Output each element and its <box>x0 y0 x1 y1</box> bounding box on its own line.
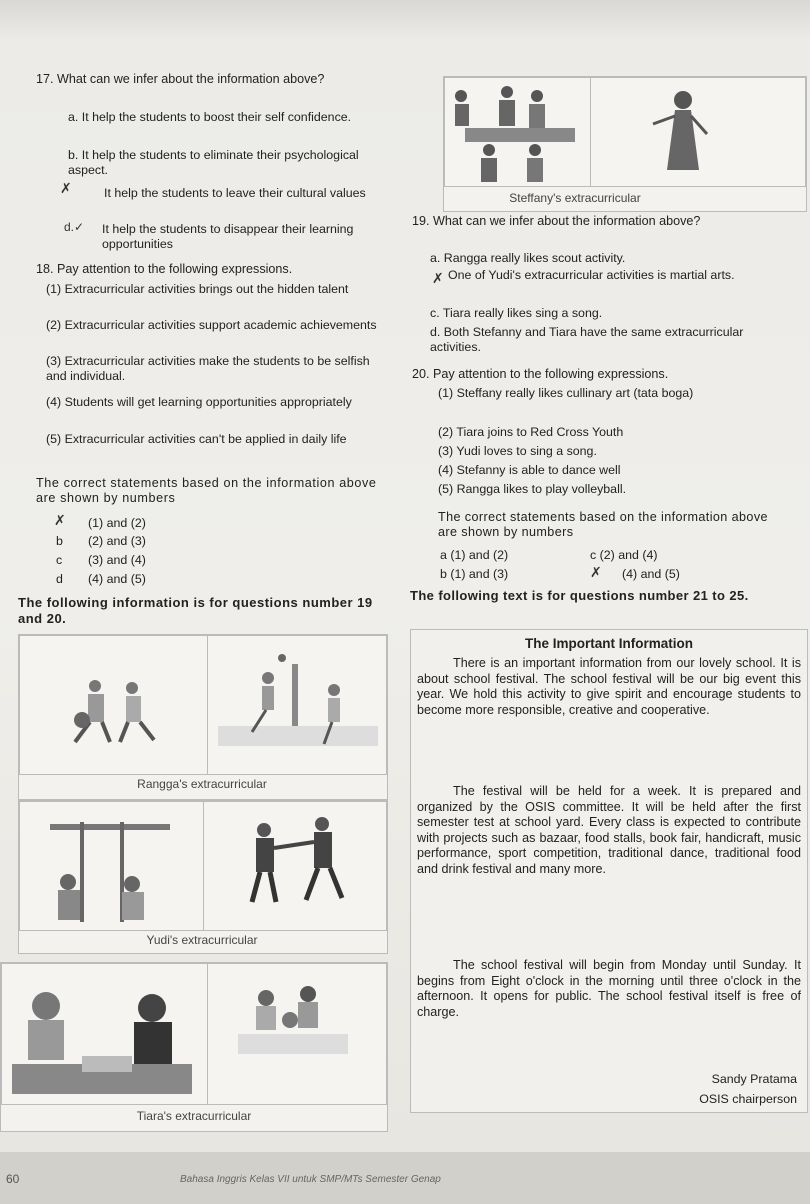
choir-picture <box>207 963 387 1105</box>
q18-option-d: (4) and (5) <box>88 572 146 586</box>
cross-mark-icon: ✗ <box>432 270 444 286</box>
cross-mark-icon: ✗ <box>590 564 602 580</box>
red-cross-picture <box>1 963 209 1105</box>
q20-option-b: b (1) and (3) <box>440 567 509 581</box>
announcement-paragraph-1: There is an important information from our lovely school. It is about school festival. The school festival will be our big event this year. We hold this activity to give spirit and encourage students to become more responsible, creative and cooperative. <box>417 656 801 717</box>
q19-stem: 19. What can we infer about the information above? <box>412 214 701 228</box>
choir-illustration <box>208 964 386 1104</box>
dance-picture <box>590 77 806 187</box>
q18-stem: 18. Pay attention to the following expressions. <box>36 262 293 276</box>
q19-option-c: c. Tiara really likes sing a song. <box>430 306 603 320</box>
q18-prompt: The correct statements based on the information above are shown by numbers <box>36 476 377 506</box>
q17-option-d: It help the students to disappear their learning opportunities <box>102 222 354 252</box>
q18-option-a: (1) and (2) <box>88 516 146 530</box>
basketball-picture <box>19 635 209 775</box>
volleyball-illustration <box>208 636 386 774</box>
yudi-caption: Yudi's extracurricular <box>146 933 258 947</box>
info-heading: The following information is for questions number 19 and 20. <box>18 595 373 626</box>
q19-option-b: One of Yudi's extracurricular activities is martial arts. <box>448 268 735 282</box>
q18-item-5: (5) Extracurricular activities can't be applied in daily life <box>46 432 347 446</box>
culinary-picture <box>444 77 592 187</box>
q18-item-3: (3) Extracurricular activities make the students to be selfish and individual. <box>46 354 370 384</box>
culinary-illustration <box>445 78 591 186</box>
announcement-title: The Important Information <box>525 636 693 651</box>
rangga-caption: Rangga's extracurricular <box>137 777 267 791</box>
martial-arts-picture <box>203 801 387 931</box>
dance-illustration <box>591 78 805 186</box>
q20-option-d: (4) and (5) <box>622 567 680 581</box>
announcement-paragraph-3: The school festival will begin from Monday until Sunday. It begins from Eight o'clock in the morning until three o'clock in the afternoon. It opens for public. The school festival itself is free of charge. <box>417 958 801 1019</box>
basketball-illustration <box>20 636 208 774</box>
q18-option-c: (3) and (4) <box>88 553 146 567</box>
text-heading: The following text is for questions number 21 to 25. <box>410 588 749 603</box>
tiara-caption: Tiara's extracurricular <box>136 1109 252 1123</box>
scout-picture <box>19 801 205 931</box>
q17-option-a: a. It help the students to boost their self confidence. <box>68 110 352 124</box>
cross-mark-icon: ✗ <box>54 512 66 528</box>
q18-item-1: (1) Extracurricular activities brings out the hidden talent <box>46 282 349 296</box>
q20-item-1: (1) Steffany really likes cullinary art (tata boga) <box>438 386 694 400</box>
q19-option-a: a. Rangga really likes scout activity. <box>430 251 626 265</box>
q20-item-3: (3) Yudi loves to sing a song. <box>438 444 597 458</box>
q18-item-4: (4) Students will get learning opportunities appropriately <box>46 395 352 409</box>
cross-mark-icon: ✗ <box>60 180 72 196</box>
q20-item-2: (2) Tiara joins to Red Cross Youth <box>438 425 624 439</box>
q18-item-2: (2) Extracurricular activities support academic achievements <box>46 318 377 332</box>
announcement-box <box>410 629 808 1113</box>
steffany-caption: Steffany's extracurricular <box>509 191 641 205</box>
tiara-panel <box>0 962 388 1132</box>
q17-option-b: b. It help the students to eliminate their psychological aspect. <box>68 148 359 178</box>
scout-illustration <box>20 802 204 930</box>
q18-option-b: (2) and (3) <box>88 534 146 548</box>
q19-option-d: d. Both Stefanny and Tiara have the same extracurricular activities. <box>430 325 744 355</box>
check-mark-icon: d.✓ <box>64 220 85 234</box>
q20-prompt: The correct statements based on the information above are shown by numbers <box>438 510 768 540</box>
rangga-panel <box>18 634 388 800</box>
q20-option-c: c (2) and (4) <box>590 548 658 562</box>
steffany-panel <box>443 76 807 212</box>
page-footer <box>0 1152 810 1204</box>
martial-arts-illustration <box>204 802 386 930</box>
q20-item-4: (4) Stefanny is able to dance well <box>438 463 621 477</box>
page-number: 60 <box>6 1172 20 1186</box>
q20-stem: 20. Pay attention to the following expressions. <box>412 367 669 381</box>
q20-item-5: (5) Rangga likes to play volleyball. <box>438 482 627 496</box>
announcement-paragraph-2: The festival will be held for a week. It is prepared and organized by the OSIS committee. It will be held after the first semester test at school yard. Every class is expected to contribute with projects such as bazaar, food stalls, book fair, handicraft, music performance, sport competition, traditional dance, traditional food and drink festival and many more. <box>417 784 801 877</box>
q17-stem: 17. What can we infer about the information above? <box>36 72 325 86</box>
volleyball-picture <box>207 635 387 775</box>
q18-label-c: c <box>56 553 63 567</box>
signer-name: Sandy Pratama <box>711 1072 797 1086</box>
q18-label-d: d <box>56 572 63 586</box>
q18-label-b: b <box>56 534 63 548</box>
yudi-panel <box>18 800 388 954</box>
q17-option-c: It help the students to leave their cultural values <box>104 186 366 200</box>
red-cross-illustration <box>2 964 208 1104</box>
signer-role: OSIS chairperson <box>699 1092 797 1106</box>
book-title: Bahasa Inggris Kelas VII untuk SMP/MTs Semester Genap <box>180 1174 441 1185</box>
q20-option-a: a (1) and (2) <box>440 548 509 562</box>
